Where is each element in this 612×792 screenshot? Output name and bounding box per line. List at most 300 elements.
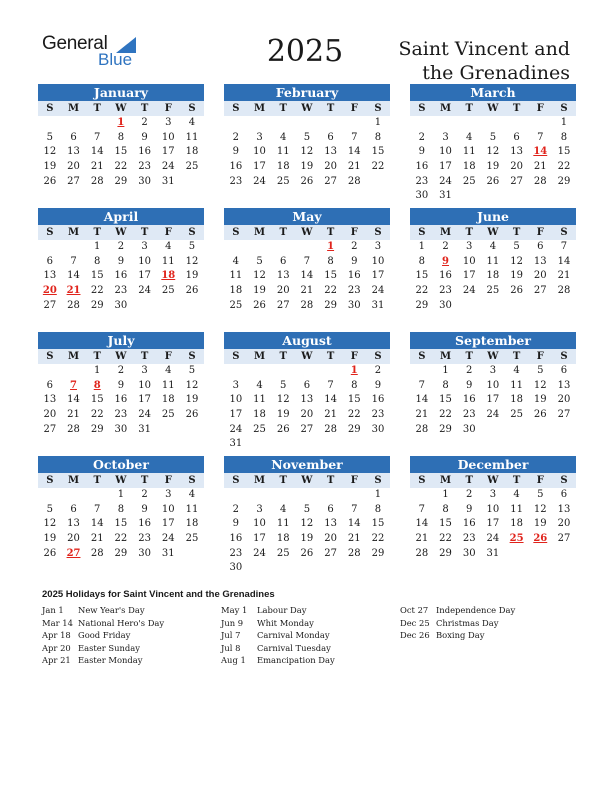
day-cell: 21 bbox=[67, 409, 80, 421]
day-cell: 2 bbox=[374, 365, 382, 376]
empty-cell bbox=[434, 116, 458, 131]
day-cell: 3 bbox=[374, 241, 382, 252]
generalblue-logo bbox=[42, 33, 142, 73]
empty-cell bbox=[342, 488, 366, 503]
day-cell: 4 bbox=[280, 503, 287, 515]
day-cell: 9 bbox=[418, 146, 426, 158]
weekday-label: T bbox=[93, 227, 101, 238]
weekday-label: M bbox=[439, 475, 452, 486]
day-grid bbox=[38, 488, 204, 561]
day-cell: 25 bbox=[462, 175, 476, 187]
holiday-date: Apr 20 bbox=[42, 642, 71, 653]
day-cell: 26 bbox=[486, 175, 500, 187]
weekday-label: F bbox=[164, 227, 172, 238]
day-cell: 21 bbox=[415, 533, 429, 545]
day-cell: 15 bbox=[90, 394, 104, 406]
day-cell: 18 bbox=[276, 161, 290, 173]
empty-cell bbox=[85, 116, 109, 131]
weekday-header bbox=[224, 225, 390, 240]
holiday-date: Apr 21 bbox=[42, 655, 71, 666]
day-cell: 2 bbox=[418, 131, 426, 143]
day-cell: 9 bbox=[232, 518, 240, 530]
day-cell: 15 bbox=[439, 518, 452, 530]
day-cell: 3 bbox=[165, 117, 172, 128]
day-cell: 8 bbox=[560, 131, 568, 143]
day-cell: 1 bbox=[94, 365, 101, 376]
day-cell: 26 bbox=[300, 547, 314, 559]
empty-cell bbox=[505, 116, 529, 131]
day-cell: 14 bbox=[90, 518, 104, 530]
weekday-label: F bbox=[350, 351, 358, 362]
weekday-label: W bbox=[301, 103, 313, 114]
day-cell: 9 bbox=[141, 131, 148, 143]
day-cell: 7 bbox=[418, 503, 426, 515]
holiday-name: Labour Day bbox=[257, 605, 307, 615]
day-cell: 2 bbox=[232, 503, 240, 515]
holiday-name: Good Friday bbox=[78, 630, 131, 641]
country-line-2: the Grenadines bbox=[422, 62, 570, 84]
weekday-label: W bbox=[301, 227, 313, 238]
day-cell: 24 bbox=[462, 285, 476, 297]
holiday-entry bbox=[400, 629, 515, 642]
day-cell: 18 bbox=[510, 394, 523, 406]
day-grid bbox=[410, 364, 576, 437]
weekday-label: W bbox=[115, 475, 127, 486]
day-cell: 6 bbox=[327, 503, 334, 515]
weekday-label: T bbox=[512, 351, 521, 362]
empty-cell bbox=[224, 116, 248, 131]
day-cell: 30 bbox=[415, 190, 429, 202]
day-cell: 18 bbox=[185, 518, 199, 530]
day-cell: 30 bbox=[371, 423, 385, 435]
empty-cell bbox=[248, 116, 272, 131]
day-cell: 13 bbox=[324, 518, 337, 530]
weekday-label: S bbox=[188, 227, 196, 238]
empty-cell bbox=[295, 116, 319, 131]
day-cell: 11 bbox=[462, 146, 476, 158]
day-cell: 18 bbox=[185, 146, 199, 158]
day-cell: 16 bbox=[371, 394, 385, 406]
day-cell: 6 bbox=[560, 489, 568, 500]
holiday-name: Easter Monday bbox=[78, 655, 143, 666]
day-cell: 4 bbox=[232, 255, 240, 267]
holiday-date: Mar 14 bbox=[42, 617, 73, 628]
day-cell: 6 bbox=[303, 379, 311, 391]
day-cell: 8 bbox=[442, 379, 449, 391]
empty-cell bbox=[319, 116, 343, 131]
day-cell: 28 bbox=[415, 423, 429, 435]
day-cell: 28 bbox=[300, 299, 314, 311]
weekday-label: F bbox=[350, 475, 358, 486]
day-cell: 4 bbox=[188, 489, 196, 500]
empty-cell bbox=[271, 116, 295, 131]
day-cell: 9 bbox=[466, 379, 473, 391]
day-cell: 15 bbox=[415, 270, 429, 282]
day-cell: 3 bbox=[489, 489, 497, 500]
day-cell: 18 bbox=[510, 518, 523, 530]
weekday-label: S bbox=[374, 475, 382, 486]
day-cell: 9 bbox=[351, 255, 358, 267]
day-cell: 14 bbox=[67, 270, 80, 282]
day-cell: 15 bbox=[371, 518, 385, 530]
day-cell: 2 bbox=[351, 241, 358, 252]
day-cell: 16 bbox=[347, 270, 361, 282]
day-cell: 16 bbox=[138, 518, 151, 530]
day-cell: 9 bbox=[141, 503, 148, 515]
day-cell: 13 bbox=[557, 379, 571, 391]
day-cell: 16 bbox=[462, 394, 476, 406]
day-cell: 17 bbox=[486, 518, 500, 530]
day-cell: 23 bbox=[371, 409, 385, 421]
day-cell: 15 bbox=[114, 518, 128, 530]
empty-cell bbox=[319, 364, 343, 379]
day-cell: 3 bbox=[141, 365, 148, 376]
day-cell: 10 bbox=[371, 255, 385, 267]
day-cell: 25 bbox=[510, 409, 523, 421]
day-cell: 21 bbox=[347, 533, 361, 545]
day-cell: 3 bbox=[466, 241, 473, 252]
day-cell: 26 bbox=[300, 175, 314, 187]
day-cell: 10 bbox=[253, 146, 266, 158]
day-cell: 27 bbox=[43, 423, 57, 435]
day-cell: 9 bbox=[117, 255, 125, 267]
day-cell: 28 bbox=[347, 175, 361, 187]
weekday-label: T bbox=[465, 227, 473, 238]
day-cell: 23 bbox=[229, 547, 243, 559]
day-cell: 1 bbox=[442, 365, 449, 376]
weekday-label: S bbox=[374, 351, 382, 362]
month-october bbox=[38, 456, 204, 561]
day-cell: 3 bbox=[256, 503, 263, 515]
weekday-label: W bbox=[115, 227, 127, 238]
day-cell: 27 bbox=[533, 285, 547, 297]
day-cell: 29 bbox=[439, 547, 452, 559]
day-cell: 2 bbox=[141, 117, 148, 128]
empty-cell bbox=[410, 364, 434, 379]
day-cell: 28 bbox=[557, 285, 571, 297]
day-cell: 25 bbox=[253, 423, 266, 435]
day-cell: 30 bbox=[462, 423, 476, 435]
day-cell: 13 bbox=[43, 394, 57, 406]
day-cell: 25 bbox=[161, 285, 175, 297]
day-cell: 16 bbox=[462, 518, 476, 530]
holiday-entry bbox=[42, 642, 164, 655]
day-cell: 2 bbox=[466, 489, 473, 500]
weekday-label: S bbox=[188, 475, 196, 486]
empty-cell bbox=[295, 488, 319, 503]
day-cell: 13 bbox=[67, 518, 80, 530]
day-cell: 10 bbox=[161, 131, 175, 143]
day-cell: 16 bbox=[138, 146, 151, 158]
holiday-day: 18 bbox=[161, 270, 176, 282]
day-cell: 4 bbox=[256, 379, 263, 391]
holiday-entry bbox=[221, 604, 335, 617]
weekday-label: T bbox=[93, 103, 101, 114]
day-cell: 8 bbox=[351, 379, 358, 391]
holiday-day: 7 bbox=[70, 379, 78, 391]
day-cell: 6 bbox=[70, 503, 77, 515]
day-cell: 28 bbox=[90, 547, 104, 559]
day-cell: 11 bbox=[510, 503, 523, 515]
day-cell: 29 bbox=[347, 423, 361, 435]
day-cell: 10 bbox=[138, 255, 151, 267]
weekday-label: M bbox=[439, 103, 452, 114]
day-cell: 30 bbox=[114, 299, 128, 311]
day-cell: 16 bbox=[415, 161, 429, 173]
holiday-entry bbox=[42, 617, 164, 630]
day-cell: 26 bbox=[43, 547, 57, 559]
day-cell: 4 bbox=[165, 365, 172, 376]
day-cell: 22 bbox=[415, 285, 429, 297]
day-cell: 22 bbox=[114, 533, 128, 545]
day-cell: 17 bbox=[486, 394, 500, 406]
month-title: June bbox=[410, 208, 576, 225]
weekday-label: S bbox=[232, 351, 240, 362]
day-cell: 15 bbox=[557, 146, 571, 158]
weekday-label: F bbox=[164, 351, 172, 362]
day-cell: 11 bbox=[276, 146, 290, 158]
day-cell: 22 bbox=[90, 409, 104, 421]
day-cell: 14 bbox=[557, 255, 571, 267]
holiday-date: Jul 8 bbox=[221, 642, 241, 653]
empty-cell bbox=[248, 240, 272, 255]
day-cell: 14 bbox=[347, 146, 361, 158]
day-cell: 21 bbox=[533, 161, 547, 173]
weekday-label: S bbox=[418, 475, 426, 486]
day-cell: 28 bbox=[90, 175, 104, 187]
day-cell: 27 bbox=[300, 423, 314, 435]
weekday-label: W bbox=[487, 103, 499, 114]
day-cell: 31 bbox=[229, 438, 243, 450]
holiday-name: Emancipation Day bbox=[257, 655, 335, 666]
weekday-label: T bbox=[279, 351, 287, 362]
weekday-label: S bbox=[46, 227, 54, 238]
day-cell: 20 bbox=[300, 409, 314, 421]
day-cell: 7 bbox=[418, 379, 426, 391]
month-title: October bbox=[38, 456, 204, 473]
day-cell: 23 bbox=[462, 409, 476, 421]
day-cell: 29 bbox=[324, 299, 337, 311]
day-cell: 10 bbox=[486, 379, 500, 391]
weekday-header bbox=[38, 101, 204, 116]
holiday-name: Christmas Day bbox=[436, 617, 499, 628]
holiday-day: 1 bbox=[117, 117, 125, 128]
day-cell: 16 bbox=[114, 270, 128, 282]
empty-cell bbox=[271, 364, 295, 379]
day-cell: 19 bbox=[486, 161, 500, 173]
weekday-label: T bbox=[465, 103, 473, 114]
day-cell: 1 bbox=[374, 117, 382, 128]
day-cell: 5 bbox=[46, 503, 54, 515]
day-cell: 19 bbox=[533, 394, 547, 406]
day-cell: 29 bbox=[371, 547, 385, 559]
day-cell: 16 bbox=[114, 394, 128, 406]
month-title: September bbox=[410, 332, 576, 349]
day-cell: 24 bbox=[161, 533, 175, 545]
day-cell: 22 bbox=[439, 533, 452, 545]
holiday-day: 26 bbox=[533, 533, 548, 545]
day-cell: 4 bbox=[513, 489, 520, 500]
day-cell: 19 bbox=[43, 161, 57, 173]
day-cell: 4 bbox=[513, 365, 520, 376]
day-cell: 17 bbox=[138, 394, 151, 406]
month-title: February bbox=[224, 84, 390, 101]
empty-cell bbox=[295, 240, 319, 255]
empty-cell bbox=[224, 488, 248, 503]
empty-cell bbox=[38, 116, 62, 131]
weekday-label: W bbox=[301, 475, 313, 486]
weekday-label: S bbox=[46, 351, 54, 362]
day-cell: 22 bbox=[90, 285, 104, 297]
day-cell: 22 bbox=[371, 161, 385, 173]
day-cell: 31 bbox=[138, 423, 151, 435]
day-cell: 20 bbox=[324, 533, 337, 545]
day-cell: 11 bbox=[229, 270, 243, 282]
month-september bbox=[410, 332, 576, 437]
empty-cell bbox=[481, 116, 505, 131]
holiday-day: 9 bbox=[442, 255, 450, 267]
month-title: November bbox=[224, 456, 390, 473]
holiday-entry bbox=[400, 604, 515, 617]
weekday-label: W bbox=[301, 351, 313, 362]
empty-cell bbox=[224, 364, 248, 379]
day-cell: 8 bbox=[374, 503, 382, 515]
day-cell: 28 bbox=[324, 423, 337, 435]
holiday-entry bbox=[42, 654, 164, 667]
day-cell: 21 bbox=[324, 409, 337, 421]
day-cell: 10 bbox=[253, 518, 266, 530]
month-january bbox=[38, 84, 204, 189]
day-cell: 26 bbox=[510, 285, 523, 297]
weekday-label: S bbox=[232, 227, 240, 238]
holiday-date: Oct 27 bbox=[400, 605, 429, 615]
day-cell: 12 bbox=[300, 146, 314, 158]
day-cell: 24 bbox=[138, 285, 151, 297]
day-cell: 18 bbox=[276, 533, 290, 545]
day-cell: 5 bbox=[489, 131, 497, 143]
day-cell: 17 bbox=[253, 161, 266, 173]
day-cell: 7 bbox=[327, 379, 334, 391]
day-cell: 17 bbox=[161, 518, 175, 530]
holidays-title: 2025 Holidays for Saint Vincent and the Grenadines bbox=[42, 589, 275, 600]
day-cell: 20 bbox=[43, 409, 57, 421]
day-cell: 21 bbox=[90, 161, 104, 173]
day-cell: 17 bbox=[462, 270, 476, 282]
holiday-name: Carnival Monday bbox=[257, 630, 330, 641]
day-cell: 20 bbox=[557, 394, 571, 406]
empty-cell bbox=[528, 116, 552, 131]
empty-cell bbox=[85, 488, 109, 503]
day-cell: 29 bbox=[557, 175, 571, 187]
day-cell: 6 bbox=[46, 255, 54, 267]
weekday-label: T bbox=[93, 351, 101, 362]
day-cell: 8 bbox=[327, 255, 334, 267]
holiday-name: Independence Day bbox=[436, 605, 516, 615]
day-cell: 12 bbox=[185, 379, 199, 391]
holiday-date: Jan 1 bbox=[42, 605, 64, 615]
weekday-label: W bbox=[115, 351, 127, 362]
day-cell: 30 bbox=[229, 562, 243, 574]
day-cell: 15 bbox=[90, 270, 104, 282]
day-cell: 5 bbox=[303, 131, 311, 143]
weekday-label: T bbox=[326, 103, 335, 114]
day-cell: 8 bbox=[94, 255, 101, 267]
holiday-name: Easter Sunday bbox=[78, 642, 141, 653]
day-cell: 24 bbox=[486, 409, 500, 421]
day-cell: 29 bbox=[439, 423, 452, 435]
day-cell: 28 bbox=[415, 547, 429, 559]
day-cell: 14 bbox=[324, 394, 337, 406]
day-cell: 29 bbox=[90, 299, 104, 311]
day-cell: 15 bbox=[114, 146, 128, 158]
holiday-entry bbox=[400, 617, 515, 630]
day-cell: 6 bbox=[46, 379, 54, 391]
month-title: May bbox=[224, 208, 390, 225]
day-cell: 31 bbox=[486, 547, 500, 559]
day-cell: 25 bbox=[185, 533, 199, 545]
weekday-label: W bbox=[115, 103, 127, 114]
holiday-entry bbox=[221, 629, 335, 642]
month-june bbox=[410, 208, 576, 313]
day-cell: 30 bbox=[114, 423, 128, 435]
month-title: July bbox=[38, 332, 204, 349]
holiday-day: 25 bbox=[509, 533, 524, 545]
month-july bbox=[38, 332, 204, 437]
holiday-column bbox=[221, 604, 335, 667]
weekday-header bbox=[224, 349, 390, 364]
day-cell: 2 bbox=[232, 131, 240, 143]
weekday-label: S bbox=[418, 351, 426, 362]
day-cell: 9 bbox=[232, 146, 240, 158]
day-cell: 11 bbox=[276, 518, 290, 530]
country-line-1: Saint Vincent and bbox=[398, 38, 570, 60]
month-august bbox=[224, 332, 390, 452]
day-cell: 15 bbox=[347, 394, 361, 406]
day-grid bbox=[410, 116, 576, 204]
day-cell: 13 bbox=[324, 146, 337, 158]
weekday-label: W bbox=[487, 227, 499, 238]
day-cell: 28 bbox=[347, 547, 361, 559]
day-cell: 3 bbox=[165, 489, 172, 500]
day-cell: 30 bbox=[462, 547, 476, 559]
day-grid bbox=[38, 240, 204, 313]
day-cell: 7 bbox=[351, 131, 358, 143]
weekday-label: T bbox=[279, 475, 287, 486]
day-cell: 1 bbox=[117, 489, 125, 500]
month-march bbox=[410, 84, 576, 204]
empty-cell bbox=[38, 240, 62, 255]
day-cell: 28 bbox=[533, 175, 547, 187]
day-grid bbox=[224, 488, 390, 576]
day-grid bbox=[38, 364, 204, 437]
empty-cell bbox=[319, 488, 343, 503]
empty-cell bbox=[248, 488, 272, 503]
month-title: August bbox=[224, 332, 390, 349]
month-april bbox=[38, 208, 204, 313]
day-cell: 11 bbox=[185, 503, 199, 515]
day-cell: 19 bbox=[300, 161, 314, 173]
weekday-label: S bbox=[46, 103, 54, 114]
day-cell: 24 bbox=[253, 175, 266, 187]
empty-cell bbox=[38, 488, 62, 503]
day-cell: 1 bbox=[94, 241, 101, 252]
day-cell: 12 bbox=[486, 146, 500, 158]
weekday-label: M bbox=[253, 227, 266, 238]
weekday-label: S bbox=[374, 227, 382, 238]
day-cell: 27 bbox=[510, 175, 523, 187]
weekday-label: F bbox=[536, 227, 544, 238]
day-cell: 24 bbox=[138, 409, 151, 421]
